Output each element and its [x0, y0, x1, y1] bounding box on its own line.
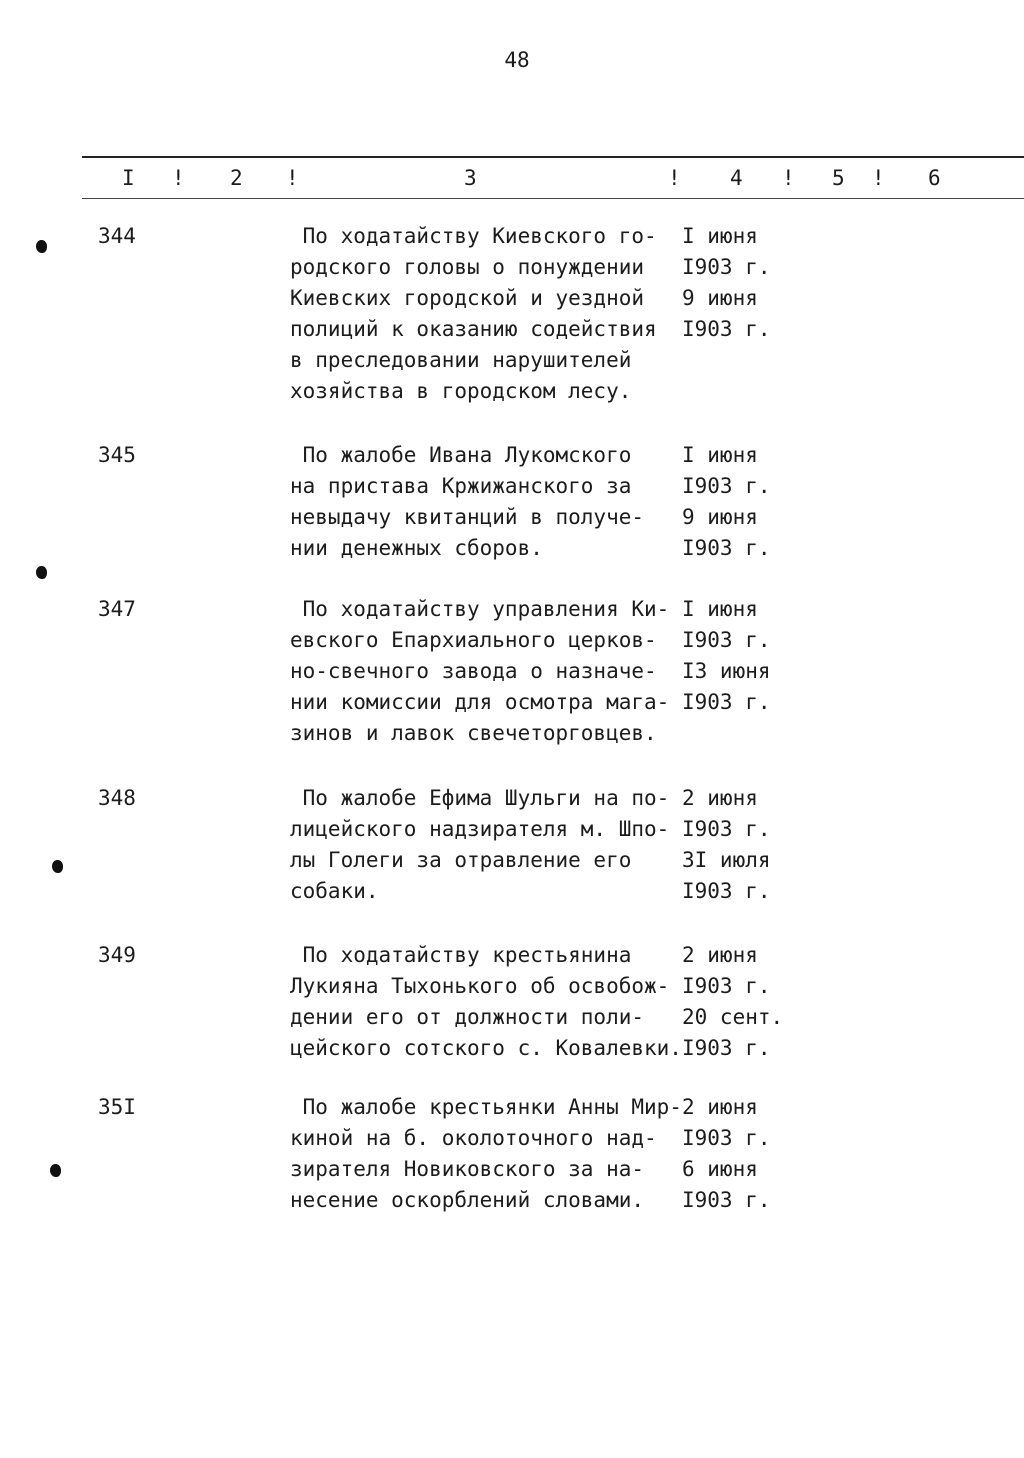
date-line: I июня — [682, 443, 758, 467]
entry-dates — [682, 783, 812, 907]
description-line: По жалобе Ивана Лукомского — [290, 443, 632, 467]
entry-description — [290, 783, 680, 907]
description-line: но-свечного завода о назначе- — [290, 659, 657, 683]
punch-hole-mark — [50, 1164, 61, 1177]
column-header-2: 2 — [230, 166, 243, 190]
description-line: дении его от должности поли- — [290, 1005, 645, 1029]
entry-description — [290, 594, 680, 749]
entry-dates — [682, 1092, 812, 1216]
description-line: По жалобе Ефима Шульги на по- — [290, 786, 670, 810]
date-line: I903 г. — [682, 255, 771, 279]
column-header-5: 5 — [832, 166, 845, 190]
description-line: цейского сотского с. Ковалевки. — [290, 1036, 682, 1060]
page-number: 48 — [504, 48, 530, 72]
date-line: I903 г. — [682, 1036, 771, 1060]
description-line: лы Голеги за отравление его — [290, 848, 632, 872]
entry-number: 349 — [98, 943, 136, 967]
description-line: полиций к оказанию содействия — [290, 317, 657, 341]
entry-description — [290, 221, 680, 407]
punch-hole-mark — [52, 860, 63, 873]
description-line: в преследовании нарушителей — [290, 348, 632, 372]
description-line: нии денежных сборов. — [290, 536, 543, 560]
description-line: По ходатайству крестьянина — [290, 943, 632, 967]
date-line: I903 г. — [682, 974, 771, 998]
column-header-3: 3 — [464, 166, 477, 190]
description-line: лицейского надзирателя м. Шпо- — [290, 817, 670, 841]
date-line: I июня — [682, 224, 758, 248]
description-line: хозяйства в городском лесу. — [290, 379, 632, 403]
date-line: I903 г. — [682, 317, 771, 341]
column-separator: ! — [668, 166, 681, 190]
entry-dates — [682, 940, 812, 1064]
date-line: 9 июня — [682, 286, 758, 310]
date-line: 2 июня — [682, 1095, 758, 1119]
column-separator: ! — [286, 166, 299, 190]
entry-number: 348 — [98, 786, 136, 810]
date-line: I903 г. — [682, 1188, 771, 1212]
description-line: По жалобе крестьянки Анны Мир- — [290, 1095, 682, 1119]
description-line: нии комиссии для осмотра мага- — [290, 690, 670, 714]
date-line: I903 г. — [682, 474, 771, 498]
description-line: на пристава Кржижанского за — [290, 474, 632, 498]
date-line: 6 июня — [682, 1157, 758, 1181]
date-line: 20 сент. — [682, 1005, 784, 1029]
entry-description — [290, 1092, 680, 1216]
punch-hole-mark — [36, 566, 47, 579]
column-header-1: I — [122, 166, 135, 190]
date-line: I903 г. — [682, 817, 771, 841]
entry-number: 35I — [98, 1095, 136, 1119]
description-line: зирателя Новиковского за на- — [290, 1157, 645, 1181]
column-header-4: 4 — [730, 166, 743, 190]
column-header-6: 6 — [928, 166, 941, 190]
description-line: невыдачу квитанций в получе- — [290, 505, 645, 529]
punch-hole-mark — [36, 240, 47, 253]
date-line: 2 июня — [682, 943, 758, 967]
date-line: I3 июня — [682, 659, 771, 683]
description-line: евского Епархиального церков- — [290, 628, 657, 652]
entry-dates — [682, 594, 812, 718]
column-separator: ! — [172, 166, 185, 190]
description-line: киной на б. околоточного над- — [290, 1126, 657, 1150]
description-line: По ходатайству управления Ки- — [290, 597, 670, 621]
date-line: I903 г. — [682, 690, 771, 714]
date-line: 2 июня — [682, 786, 758, 810]
entry-number: 344 — [98, 224, 136, 248]
date-line: 3I июля — [682, 848, 771, 872]
description-line: По ходатайству Киевского го- — [290, 224, 657, 248]
entry-dates — [682, 221, 812, 345]
date-line: 9 июня — [682, 505, 758, 529]
entry-dates — [682, 440, 812, 564]
description-line: родского головы о понуждении — [290, 255, 645, 279]
description-line: Лукияна Тыхонького об освобож- — [290, 974, 670, 998]
entry-description — [290, 440, 680, 564]
entry-description — [290, 940, 680, 1064]
description-line: собаки. — [290, 879, 379, 903]
date-line: I903 г. — [682, 879, 771, 903]
entry-number: 347 — [98, 597, 136, 621]
entry-number: 345 — [98, 443, 136, 467]
date-line: I903 г. — [682, 1126, 771, 1150]
date-line: I июня — [682, 597, 758, 621]
description-line: Киевских городской и уездной — [290, 286, 645, 310]
description-line: несение оскорблений словами. — [290, 1188, 645, 1212]
column-separator: ! — [782, 166, 795, 190]
date-line: I903 г. — [682, 628, 771, 652]
description-line: зинов и лавок свечеторговцев. — [290, 721, 657, 745]
date-line: I903 г. — [682, 536, 771, 560]
column-separator: ! — [872, 166, 885, 190]
